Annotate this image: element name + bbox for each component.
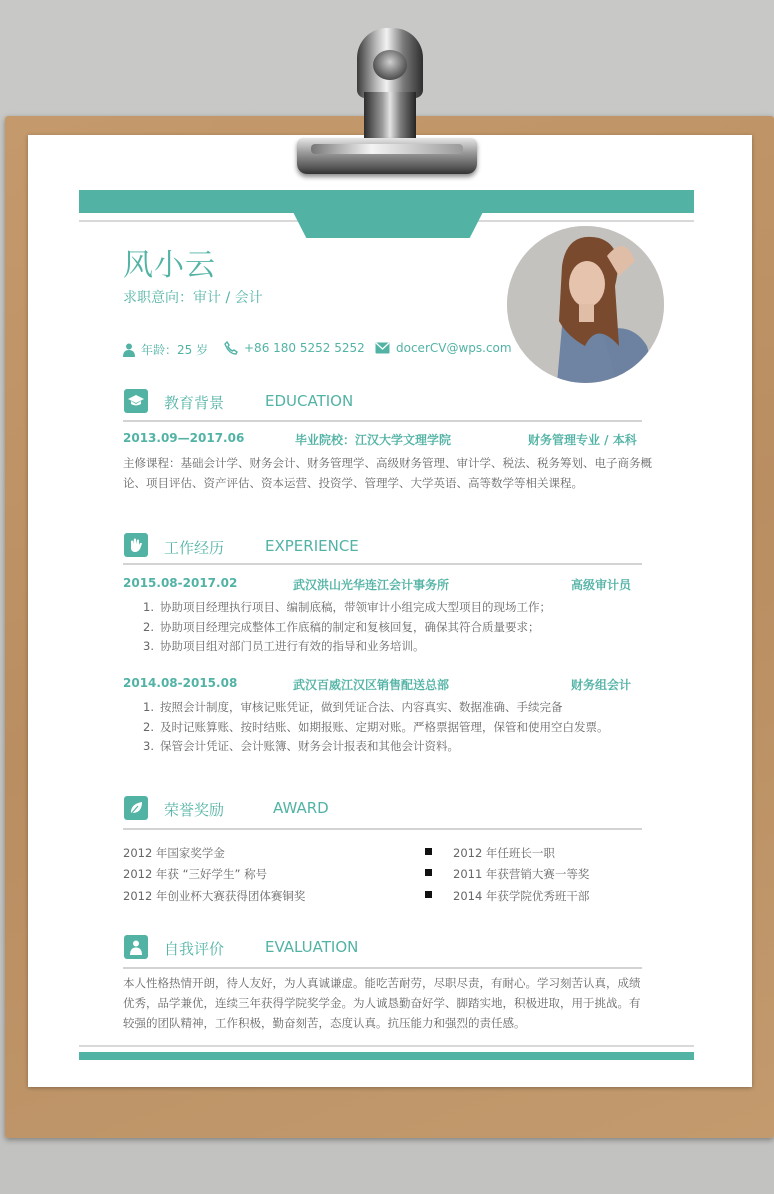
phone-text: +86 180 5252 5252 <box>244 341 365 355</box>
person-icon <box>124 935 148 959</box>
bullet-icon <box>425 869 432 876</box>
hand-icon <box>124 533 148 557</box>
evaluation-title-en: EVALUATION <box>265 938 359 956</box>
binder-clip-neck <box>364 92 416 142</box>
job-duties <box>140 697 650 756</box>
experience-title-en: EXPERIENCE <box>265 537 359 555</box>
education-major: 财务管理专业 / 本科 <box>528 433 637 447</box>
award-divider <box>123 828 642 830</box>
job-company: 武汉百威江汉区销售配送总部 <box>293 678 450 692</box>
education-period: 2013.09—2017.06 <box>123 431 245 445</box>
award-title: 荣誉奖励 <box>164 801 225 819</box>
age-info <box>123 341 208 358</box>
evaluation-title: 自我评价 <box>164 940 225 958</box>
binder-clip-hole <box>373 50 407 80</box>
education-divider <box>123 420 642 422</box>
award-title-en: AWARD <box>273 799 329 817</box>
job-period: 2015.08-2017.02 <box>123 576 238 590</box>
education-school: 毕业院校：江汉大学文理学院 <box>295 433 452 447</box>
footer-line <box>79 1045 694 1047</box>
award-item: 2012 年任班长一职 <box>453 846 555 860</box>
candidate-name: 风小云 <box>123 248 216 283</box>
education-title: 教育背景 <box>164 394 225 412</box>
person-icon <box>123 343 135 357</box>
list-item: 1. 按照会计制度，审核记账凭证，做到凭证合法、内容真实、数据准确、手续完备 <box>143 700 563 714</box>
phone-info <box>224 341 365 355</box>
education-title-en: EDUCATION <box>265 392 354 410</box>
mail-icon <box>375 342 390 354</box>
age-text: 年龄：25 岁 <box>141 343 209 357</box>
job-period: 2014.08-2015.08 <box>123 676 238 690</box>
award-item: 2012 年国家奖学金 <box>123 846 225 860</box>
education-courses <box>123 453 653 493</box>
list-item: 2. 协助项目经理完成整体工作底稿的制定和复核回复，确保其符合质量要求； <box>143 619 540 634</box>
list-item: 3. 保管会计凭证、会计账簿、财务会计报表和其他会计资料。 <box>143 739 459 753</box>
job-company: 武汉洪山光华连江会计事务所 <box>293 578 450 592</box>
leaf-icon <box>124 796 148 820</box>
list-item: 2. 及时记账算账、按时结账、如期报账、定期对账。严格票据管理，保管和使用空白发票。 <box>143 719 609 734</box>
award-item: 2012 年创业杯大赛获得团体赛铜奖 <box>123 889 306 903</box>
evaluation-line-2: 优秀，品学兼优，连续三年获得学院奖学金。为人诚恳勤奋好学、脚踏实地，积极进取，用于挑战。有 <box>123 996 641 1010</box>
header-tab <box>293 212 483 238</box>
graduation-cap-icon <box>124 389 148 413</box>
bullet-icon <box>425 891 432 898</box>
courses-line-2: 论、项目评估、资产评估、资本运营、投资学、管理学、大学英语、高等数学等相关课程。 <box>123 476 583 490</box>
job-intent: 求职意向：审计 / 会计 <box>123 290 263 306</box>
evaluation-text <box>123 973 653 1033</box>
phone-icon <box>224 341 238 355</box>
evaluation-divider <box>123 967 642 969</box>
bullet-icon <box>425 848 432 855</box>
list-item: 1. 协助项目经理执行项目、编制底稿，带领审计小组完成大型项目的现场工作； <box>143 600 551 614</box>
email-text: docerCV@wps.com <box>396 341 512 355</box>
footer-bar <box>79 1052 694 1060</box>
experience-divider <box>123 563 642 565</box>
evaluation-line-1: 本人性格热情开朗，待人友好，为人真诚谦虚。能吃苦耐劳，尽职尽责，有耐心。学习刻苦认真，成绩 <box>123 976 641 990</box>
job-role: 高级审计员 <box>571 578 632 592</box>
courses-line-1: 主修课程：基础会计学、财务会计、财务管理学、高级财务管理、审计学、税法、税务筹划、电子商务概 <box>123 456 652 470</box>
header-bar <box>79 190 694 213</box>
award-item: 2011 年获营销大赛一等奖 <box>453 867 590 881</box>
award-item: 2012 年获 “三好学生” 称号 <box>123 867 268 881</box>
binder-clip <box>297 138 477 174</box>
award-item: 2014 年获学院优秀班干部 <box>453 889 590 903</box>
job-duties <box>140 597 650 656</box>
profile-photo <box>507 226 664 383</box>
list-item: 3. 协助项目组对部门员工进行有效的指导和业务培训。 <box>143 639 425 653</box>
job-role: 财务组会计 <box>571 678 632 692</box>
evaluation-line-3: 较强的团队精神，工作积极，勤奋刻苦，态度认真。抗压能力和强烈的责任感。 <box>123 1016 526 1030</box>
experience-title: 工作经历 <box>164 539 225 557</box>
email-info <box>375 341 512 355</box>
